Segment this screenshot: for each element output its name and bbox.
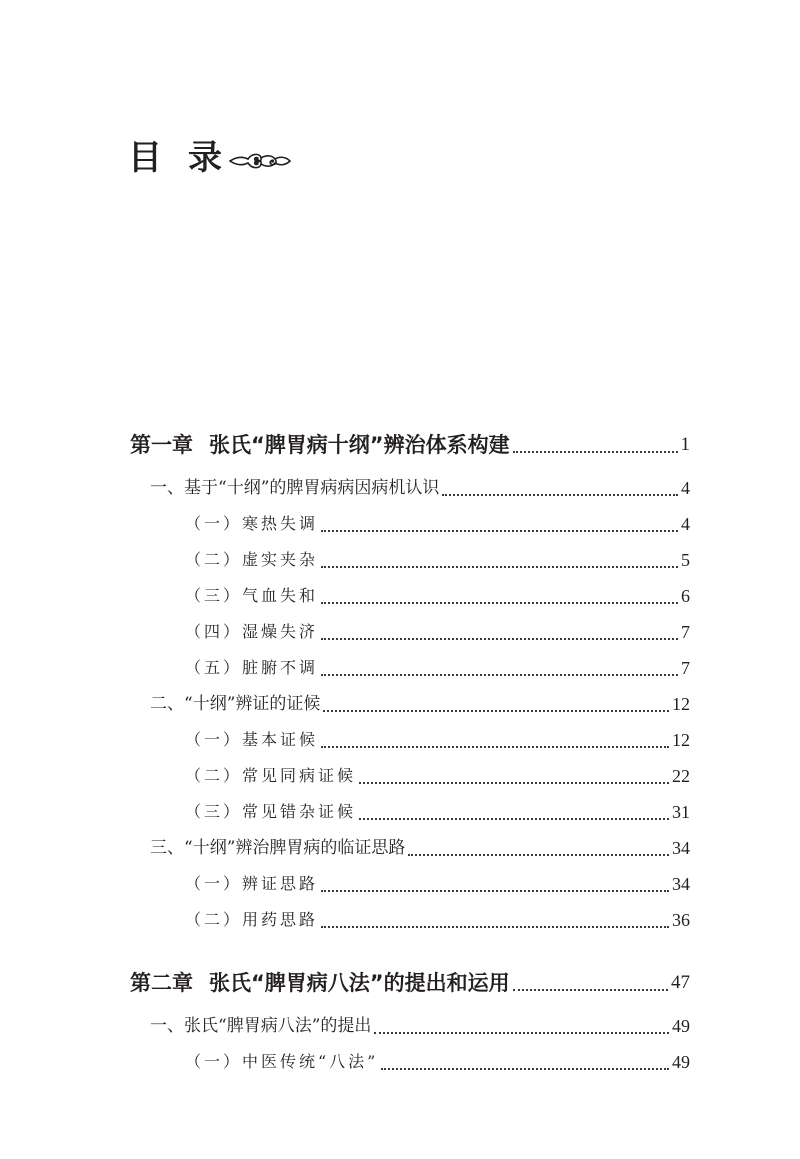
dot-leader [408,853,669,856]
page-number: 22 [672,766,690,786]
dot-leader [513,450,678,453]
entry-title: 一、基于“十纲”的脾胃病病因病机认识 [150,478,440,498]
dot-leader [321,745,669,748]
entry-title: （三）气血失和 [185,586,319,605]
toc-chapter [130,427,690,463]
entry-title: （五）脏腑不调 [185,658,319,677]
dot-leader [359,817,669,820]
entry-title: （一）寒热失调 [185,514,319,533]
dot-leader [442,493,678,496]
entry-title: （四）湿燥失济 [185,622,319,641]
page-number: 12 [672,730,690,750]
entry-title: （一）中医传统“八法” [185,1052,379,1071]
page-number: 7 [681,622,690,642]
toc-section [130,470,690,506]
dot-leader [321,673,678,676]
toc-chapter [130,965,690,1001]
entry-title: 二、“十纲”辨证的证候 [150,694,321,714]
page-number: 4 [681,478,690,498]
page-number: 5 [681,550,690,570]
toc-section [130,1008,690,1044]
entry-title: 张氏“脾胃病十纲”辨治体系构建 [209,433,510,457]
entry-title: （一）基本证候 [185,730,319,749]
page-number: 36 [672,910,690,930]
dot-leader [374,1031,669,1034]
page-number: 12 [672,694,690,714]
entry-title: （二）常见同病证候 [185,766,357,785]
chapter-number: 第二章 [130,971,193,995]
entry-title: 张氏“脾胃病八法”的提出和运用 [209,971,510,995]
page-number: 4 [681,514,690,534]
title-ornament-icon [228,147,292,175]
page-title: 目录 [128,138,248,178]
toc-section [130,686,690,722]
toc-subsection [130,578,690,614]
toc-subsection [130,758,690,794]
page-number: 7 [681,658,690,678]
entry-title: （三）常见错杂证候 [185,802,357,821]
table-of-contents [130,427,690,1080]
page-number: 47 [671,972,690,993]
page-number: 34 [672,838,690,858]
chapter-number: 第一章 [130,433,193,457]
toc-subsection [130,902,690,938]
toc-section [130,830,690,866]
entry-title: 三、“十纲”辨治脾胃病的临证思路 [150,838,406,858]
entry-title: （一）辨证思路 [185,874,319,893]
entry-title: 一、张氏“脾胃病八法”的提出 [150,1016,372,1036]
dot-leader [513,988,668,991]
dot-leader [321,889,669,892]
toc-subsection [130,650,690,686]
dot-leader [321,601,678,604]
dot-leader [359,781,669,784]
toc-subsection [130,614,690,650]
toc-subsection [130,866,690,902]
dot-leader [321,529,678,532]
dot-leader [323,709,669,712]
entry-title: （二）虚实夹杂 [185,550,319,569]
page-number: 1 [680,434,690,455]
dot-leader [381,1067,669,1070]
entry-title: （二）用药思路 [185,910,319,929]
toc-subsection [130,722,690,758]
toc-subsection [130,542,690,578]
dot-leader [321,637,678,640]
dot-leader [321,925,669,928]
toc-subsection [130,506,690,542]
dot-leader [321,565,678,568]
page-number: 6 [681,586,690,606]
page-number: 34 [672,874,690,894]
toc-subsection [130,1044,690,1080]
page-number: 31 [672,802,690,822]
toc-subsection [130,794,690,830]
page-number: 49 [672,1016,690,1036]
page-number: 49 [672,1052,690,1072]
